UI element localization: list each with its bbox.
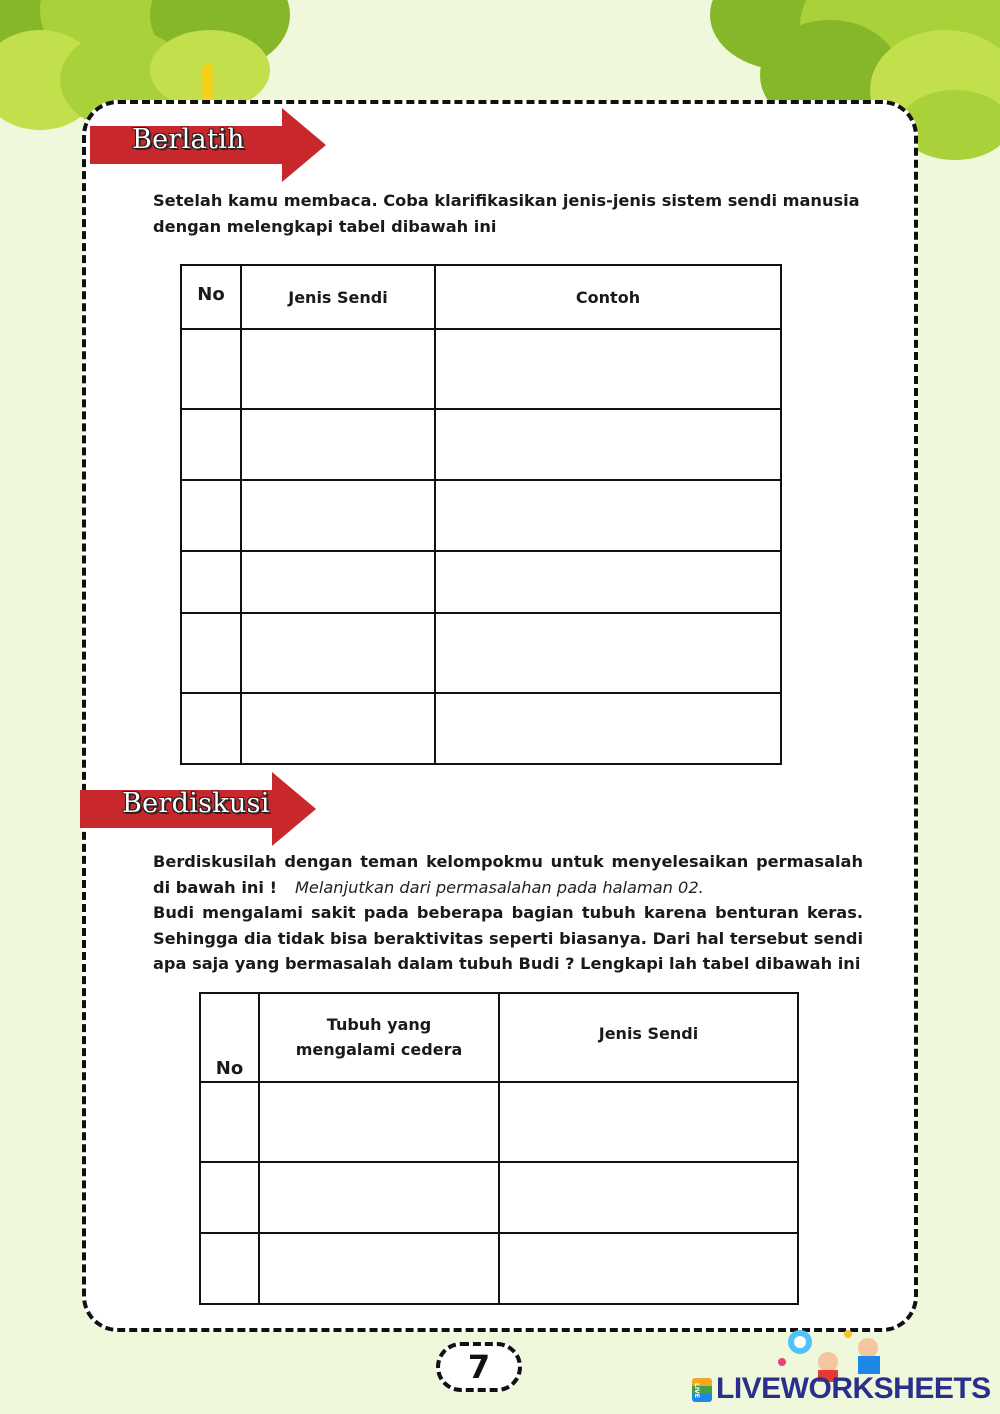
answer-cell-jenis-sendi[interactable] (499, 1233, 798, 1304)
discussion-header-jenis-sendi: Jenis Sendi (499, 993, 798, 1082)
table-row (181, 329, 781, 409)
answer-cell-no[interactable] (181, 693, 241, 764)
answer-cell-jenis-sendi[interactable] (241, 551, 435, 613)
discussion-ribbon (80, 782, 320, 836)
liveworksheets-logo[interactable]: LIVEWORKSHEETS (716, 1372, 991, 1405)
liveworksheets-badge-text: LIVE (693, 1382, 700, 1398)
table-row (200, 1233, 798, 1304)
table-row (181, 409, 781, 480)
table-row (200, 1082, 798, 1162)
table-row (181, 693, 781, 764)
table-row (200, 1162, 798, 1233)
answer-cell-jenis-sendi[interactable] (241, 480, 435, 551)
answer-cell-jenis-sendi[interactable] (499, 1162, 798, 1233)
practice-title: Berlatih (132, 124, 245, 155)
answer-cell-jenis-sendi[interactable] (241, 329, 435, 409)
answer-cell-contoh[interactable] (435, 551, 781, 613)
answer-cell-body-part[interactable] (259, 1162, 499, 1233)
answer-cell-jenis-sendi[interactable] (499, 1082, 798, 1162)
answer-cell-no[interactable] (200, 1233, 259, 1304)
practice-table-header (181, 265, 781, 329)
discussion-header-no: No (200, 993, 259, 1082)
answer-cell-no[interactable] (181, 613, 241, 693)
answer-cell-contoh[interactable] (435, 329, 781, 409)
answer-cell-no[interactable] (181, 409, 241, 480)
answer-cell-contoh[interactable] (435, 409, 781, 480)
answer-cell-no[interactable] (200, 1162, 259, 1233)
discussion-table-header (200, 993, 798, 1082)
answer-cell-contoh[interactable] (435, 693, 781, 764)
answer-cell-contoh[interactable] (435, 613, 781, 693)
practice-instruction: Setelah kamu membaca. Coba klarifikasikan jenis-jenis sistem sendi manusia dengan melengkapi tabel dibawah ini (153, 191, 860, 236)
answer-cell-body-part[interactable] (259, 1233, 499, 1304)
answer-cell-no[interactable] (181, 480, 241, 551)
answer-cell-no[interactable] (181, 329, 241, 409)
practice-table (180, 264, 782, 765)
answer-cell-contoh[interactable] (435, 480, 781, 551)
discussion-header-injured-body: Tubuh yang mengalami cedera (259, 993, 499, 1082)
answer-cell-no[interactable] (200, 1082, 259, 1162)
liveworksheets-badge-icon (692, 1378, 712, 1402)
answer-cell-no[interactable] (181, 551, 241, 613)
table-row (181, 613, 781, 693)
discussion-table (199, 992, 799, 1305)
answer-cell-jenis-sendi[interactable] (241, 409, 435, 480)
discussion-problem: Budi mengalami sakit pada beberapa bagian tubuh karena benturan keras. Sehingga dia tidak bisa beraktivitas seperti biasanya. Dari hal tersebut sendi apa saja yang bermasalah dalam tubuh Budi ? Lengkapi lah tabel dibawah ini (153, 903, 863, 973)
discussion-title: Berdiskusi (122, 788, 270, 819)
practice-header-jenis-sendi: Jenis Sendi (241, 265, 435, 329)
page-number: 7 (436, 1342, 522, 1392)
discussion-note: Melanjutkan dari permasalahan pada halaman 02. (294, 877, 704, 897)
practice-ribbon (90, 118, 330, 172)
answer-cell-jenis-sendi[interactable] (241, 613, 435, 693)
answer-cell-body-part[interactable] (259, 1082, 499, 1162)
table-row (181, 551, 781, 613)
practice-header-contoh: Contoh (435, 265, 781, 329)
discussion-intro: Berdiskusilah dengan teman kelompokmu untuk menyelesaikan permasalah di bawah ini ! (153, 852, 863, 897)
table-row (181, 480, 781, 551)
discussion-intro-block (153, 849, 863, 900)
practice-header-no: No (181, 265, 241, 329)
answer-cell-jenis-sendi[interactable] (241, 693, 435, 764)
